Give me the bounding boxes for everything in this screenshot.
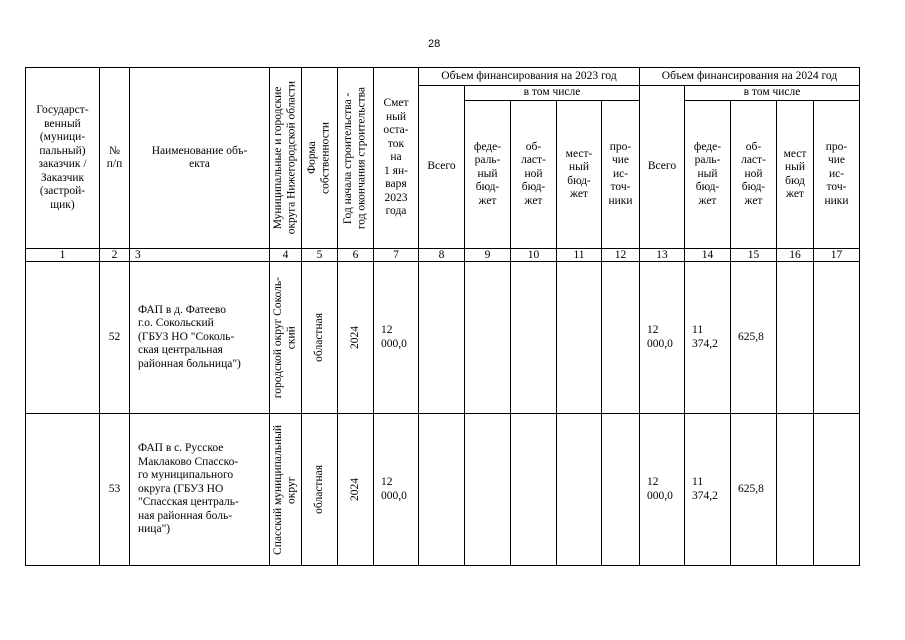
row-loc-2024 — [777, 262, 814, 414]
col-num: 4 — [270, 249, 302, 262]
header-fin-2023: Объем финансирования на 2023 год — [419, 68, 640, 86]
header-municipality: Муниципальные и городские округа Нижегородской области — [272, 81, 298, 235]
col-num: 14 — [685, 249, 731, 262]
row-total-2023 — [419, 262, 465, 414]
row-reg-2023 — [511, 414, 557, 566]
row-oth-2023 — [602, 262, 640, 414]
row-years: 2024 — [348, 478, 361, 501]
header-reg-2024: об- ласт- ной бюд- жет — [731, 101, 777, 249]
row-fed-2023 — [465, 262, 511, 414]
col-num: 5 — [302, 249, 338, 262]
row-fed-2023 — [465, 414, 511, 566]
header-total-2024: Всего — [640, 86, 685, 249]
header-fed-2024: феде- раль- ный бюд- жет — [685, 101, 731, 249]
row-customer — [26, 262, 100, 414]
row-reg-2024: 625,8 — [731, 262, 777, 414]
header-incl-2024: в том числе — [685, 86, 860, 101]
col-num: 10 — [511, 249, 557, 262]
row-fed-2024: 11 374,2 — [685, 414, 731, 566]
row-ownership: областная — [312, 465, 325, 514]
col-num: 9 — [465, 249, 511, 262]
row-oth-2023 — [602, 414, 640, 566]
row-loc-2023 — [557, 262, 602, 414]
col-num: 1 — [26, 249, 100, 262]
row-ownership: областная — [312, 313, 325, 362]
header-num: № п/п — [100, 68, 130, 249]
row-oth-2024 — [814, 414, 860, 566]
row-reg-2023 — [511, 262, 557, 414]
row-estimate: 12 000,0 — [374, 262, 419, 414]
col-num: 6 — [338, 249, 374, 262]
row-municipality: городской округ Соколь- ский — [272, 276, 298, 399]
header-oth-2023: про- чие ис- точ- ники — [602, 101, 640, 249]
col-num: 8 — [419, 249, 465, 262]
header-incl-2023: в том числе — [465, 86, 640, 101]
row-municipality: Спасский муниципальный округ — [272, 424, 298, 555]
row-loc-2023 — [557, 414, 602, 566]
header-estimate: Смет ный оста- ток на 1 ян- варя 2023 года — [374, 68, 419, 249]
row-total-2024: 12 000,0 — [640, 414, 685, 566]
col-num: 3 — [130, 249, 270, 262]
col-num: 11 — [557, 249, 602, 262]
col-num: 15 — [731, 249, 777, 262]
col-num: 17 — [814, 249, 860, 262]
header-ownership: Форма собственности — [306, 122, 332, 194]
row-ownership-cell — [302, 414, 338, 566]
table-row — [26, 414, 860, 566]
header-total-2023: Всего — [419, 86, 465, 249]
header-ownership-cell — [302, 68, 338, 249]
row-years-cell — [338, 414, 374, 566]
header-reg-2023: об- ласт- ной бюд- жет — [511, 101, 557, 249]
header-fin-2024: Объем финансирования на 2024 год — [640, 68, 860, 86]
row-years-cell — [338, 262, 374, 414]
row-municipality-cell — [270, 414, 302, 566]
row-customer — [26, 414, 100, 566]
header-fed-2023: феде- раль- ный бюд- жет — [465, 101, 511, 249]
header-loc-2023: мест- ный бюд- жет — [557, 101, 602, 249]
column-number-row — [26, 249, 860, 262]
row-total-2024: 12 000,0 — [640, 262, 685, 414]
row-loc-2024 — [777, 414, 814, 566]
header-customer: Государст- венный (муници- пальный) заказчик / Заказчик (застрой- щик) — [26, 68, 100, 249]
row-ownership-cell — [302, 262, 338, 414]
col-num: 16 — [777, 249, 814, 262]
table-row — [26, 262, 860, 414]
header-years: Год начала строительства - год окончания строительства — [342, 86, 368, 230]
row-total-2023 — [419, 414, 465, 566]
row-reg-2024: 625,8 — [731, 414, 777, 566]
row-fed-2024: 11 374,2 — [685, 262, 731, 414]
col-num: 13 — [640, 249, 685, 262]
header-municipality-cell — [270, 68, 302, 249]
row-municipality-cell — [270, 262, 302, 414]
row-estimate: 12 000,0 — [374, 414, 419, 566]
page-number: 28 — [428, 38, 441, 50]
row-oth-2024 — [814, 262, 860, 414]
financing-table — [25, 67, 860, 566]
row-num: 52 — [100, 262, 130, 414]
row-object-name: ФАП в д. Фатеево г.о. Сокольский (ГБУЗ НО "Соколь- ская центральная районная больница") — [130, 262, 270, 414]
col-num: 12 — [602, 249, 640, 262]
header-object-name: Наименование объ- екта — [130, 68, 270, 249]
header-years-cell — [338, 68, 374, 249]
row-num: 53 — [100, 414, 130, 566]
row-object-name: ФАП в с. Русское Маклаково Спасско- го муниципального округа (ГБУЗ НО "Спасская централь- ная районная боль- ница") — [130, 414, 270, 566]
col-num: 2 — [100, 249, 130, 262]
row-years: 2024 — [348, 326, 361, 349]
header-loc-2024: мест ный бюд жет — [777, 101, 814, 249]
header-oth-2024: про- чие ис- точ- ники — [814, 101, 860, 249]
col-num: 7 — [374, 249, 419, 262]
